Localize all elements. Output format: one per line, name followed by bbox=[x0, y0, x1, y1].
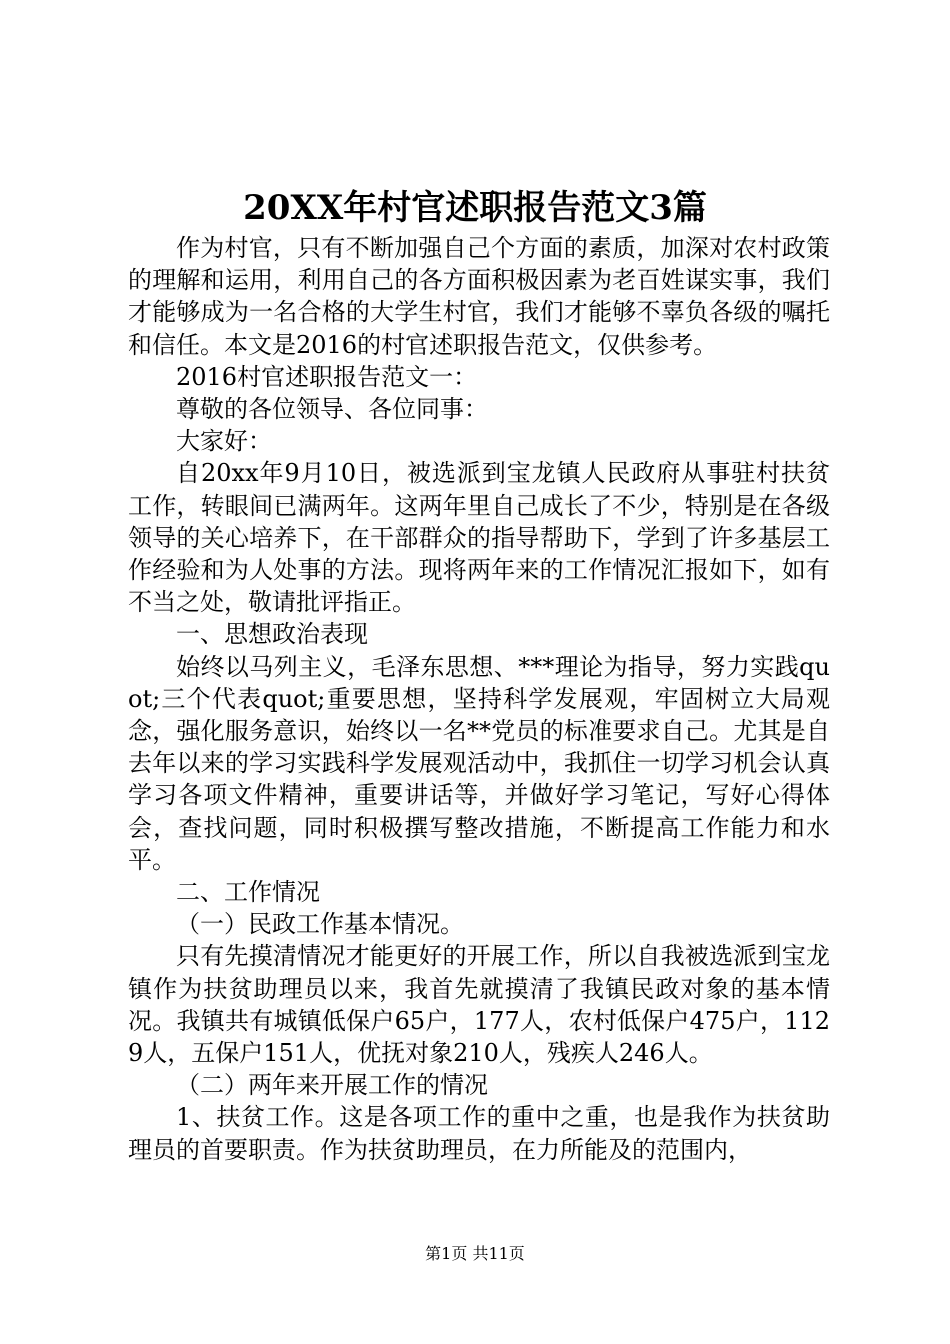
document-title: 20XX年村官述职报告范文3篇 bbox=[243, 188, 707, 228]
section-heading-sample-one: 2016村官述职报告范文一： bbox=[176, 362, 478, 391]
section-heading-political: 一、思想政治表现 bbox=[176, 620, 368, 649]
civil-affairs-paragraph: 只有先摸清情况才能更好的开展工作，所以自我被选派到宝龙镇作为扶贫助理员以来，我首先就摸清了我镇民政对象的基本情况。我镇共有城镇低保户65户，177人，农村低保户475户，1129人，五保户151人，优抚对象210人，残疾人246人。 bbox=[128, 942, 830, 1068]
salutation: 尊敬的各位领导、各位同事： bbox=[176, 395, 488, 424]
document-body bbox=[128, 232, 830, 1166]
intro-paragraph: 作为村官，只有不断加强自己个方面的素质，加深对农村政策的理解和运用，利用自己的各方面积极因素为老百姓谋实事，我们才能够成为一名合格的大学生村官，我们才能够不辜负各级的嘱托和信任。本文是2016的村官述职报告范文，仅供参考。 bbox=[128, 234, 830, 359]
poverty-work-paragraph: 1、扶贫工作。这是各项工作的重中之重，也是我作为扶贫助理员的首要职责。作为扶贫助理员，在力所能及的范围内， bbox=[128, 1103, 830, 1164]
page-footer: 第1页 共11页 bbox=[425, 1244, 525, 1263]
subsection-heading-civil-affairs: （一）民政工作基本情况。 bbox=[176, 910, 464, 939]
opening-paragraph: 自20xx年9月10日，被选派到宝龙镇人民政府从事驻村扶贫工作，转眼间已满两年。这两年里自己成长了不少，特别是在各级领导的关心培养下，在干部群众的指导帮助下，学到了许多基层工作经验和为人处事的方法。现将两年来的工作情况汇报如下，如有不当之处，敬请批评指正。 bbox=[128, 459, 830, 617]
subsection-heading-two-years: （二）两年来开展工作的情况 bbox=[176, 1071, 488, 1100]
section-heading-work: 二、工作情况 bbox=[176, 878, 320, 907]
greeting: 大家好： bbox=[176, 427, 272, 456]
political-paragraph: 始终以马列主义，毛泽东思想、***理论为指导，努力实践quot;三个代表quot;重要思想，坚持科学发展观，牢固树立大局观念，强化服务意识，始终以一名**党员的标准要求自己。尤其是自去年以来的学习实践科学发展观活动中，我抓住一切学习机会认真学习各项文件精神，重要讲话等，并做好学习笔记，写好心得体会，查找问题，同时积极撰写整改措施，不断提高工作能力和水平。 bbox=[128, 652, 830, 874]
